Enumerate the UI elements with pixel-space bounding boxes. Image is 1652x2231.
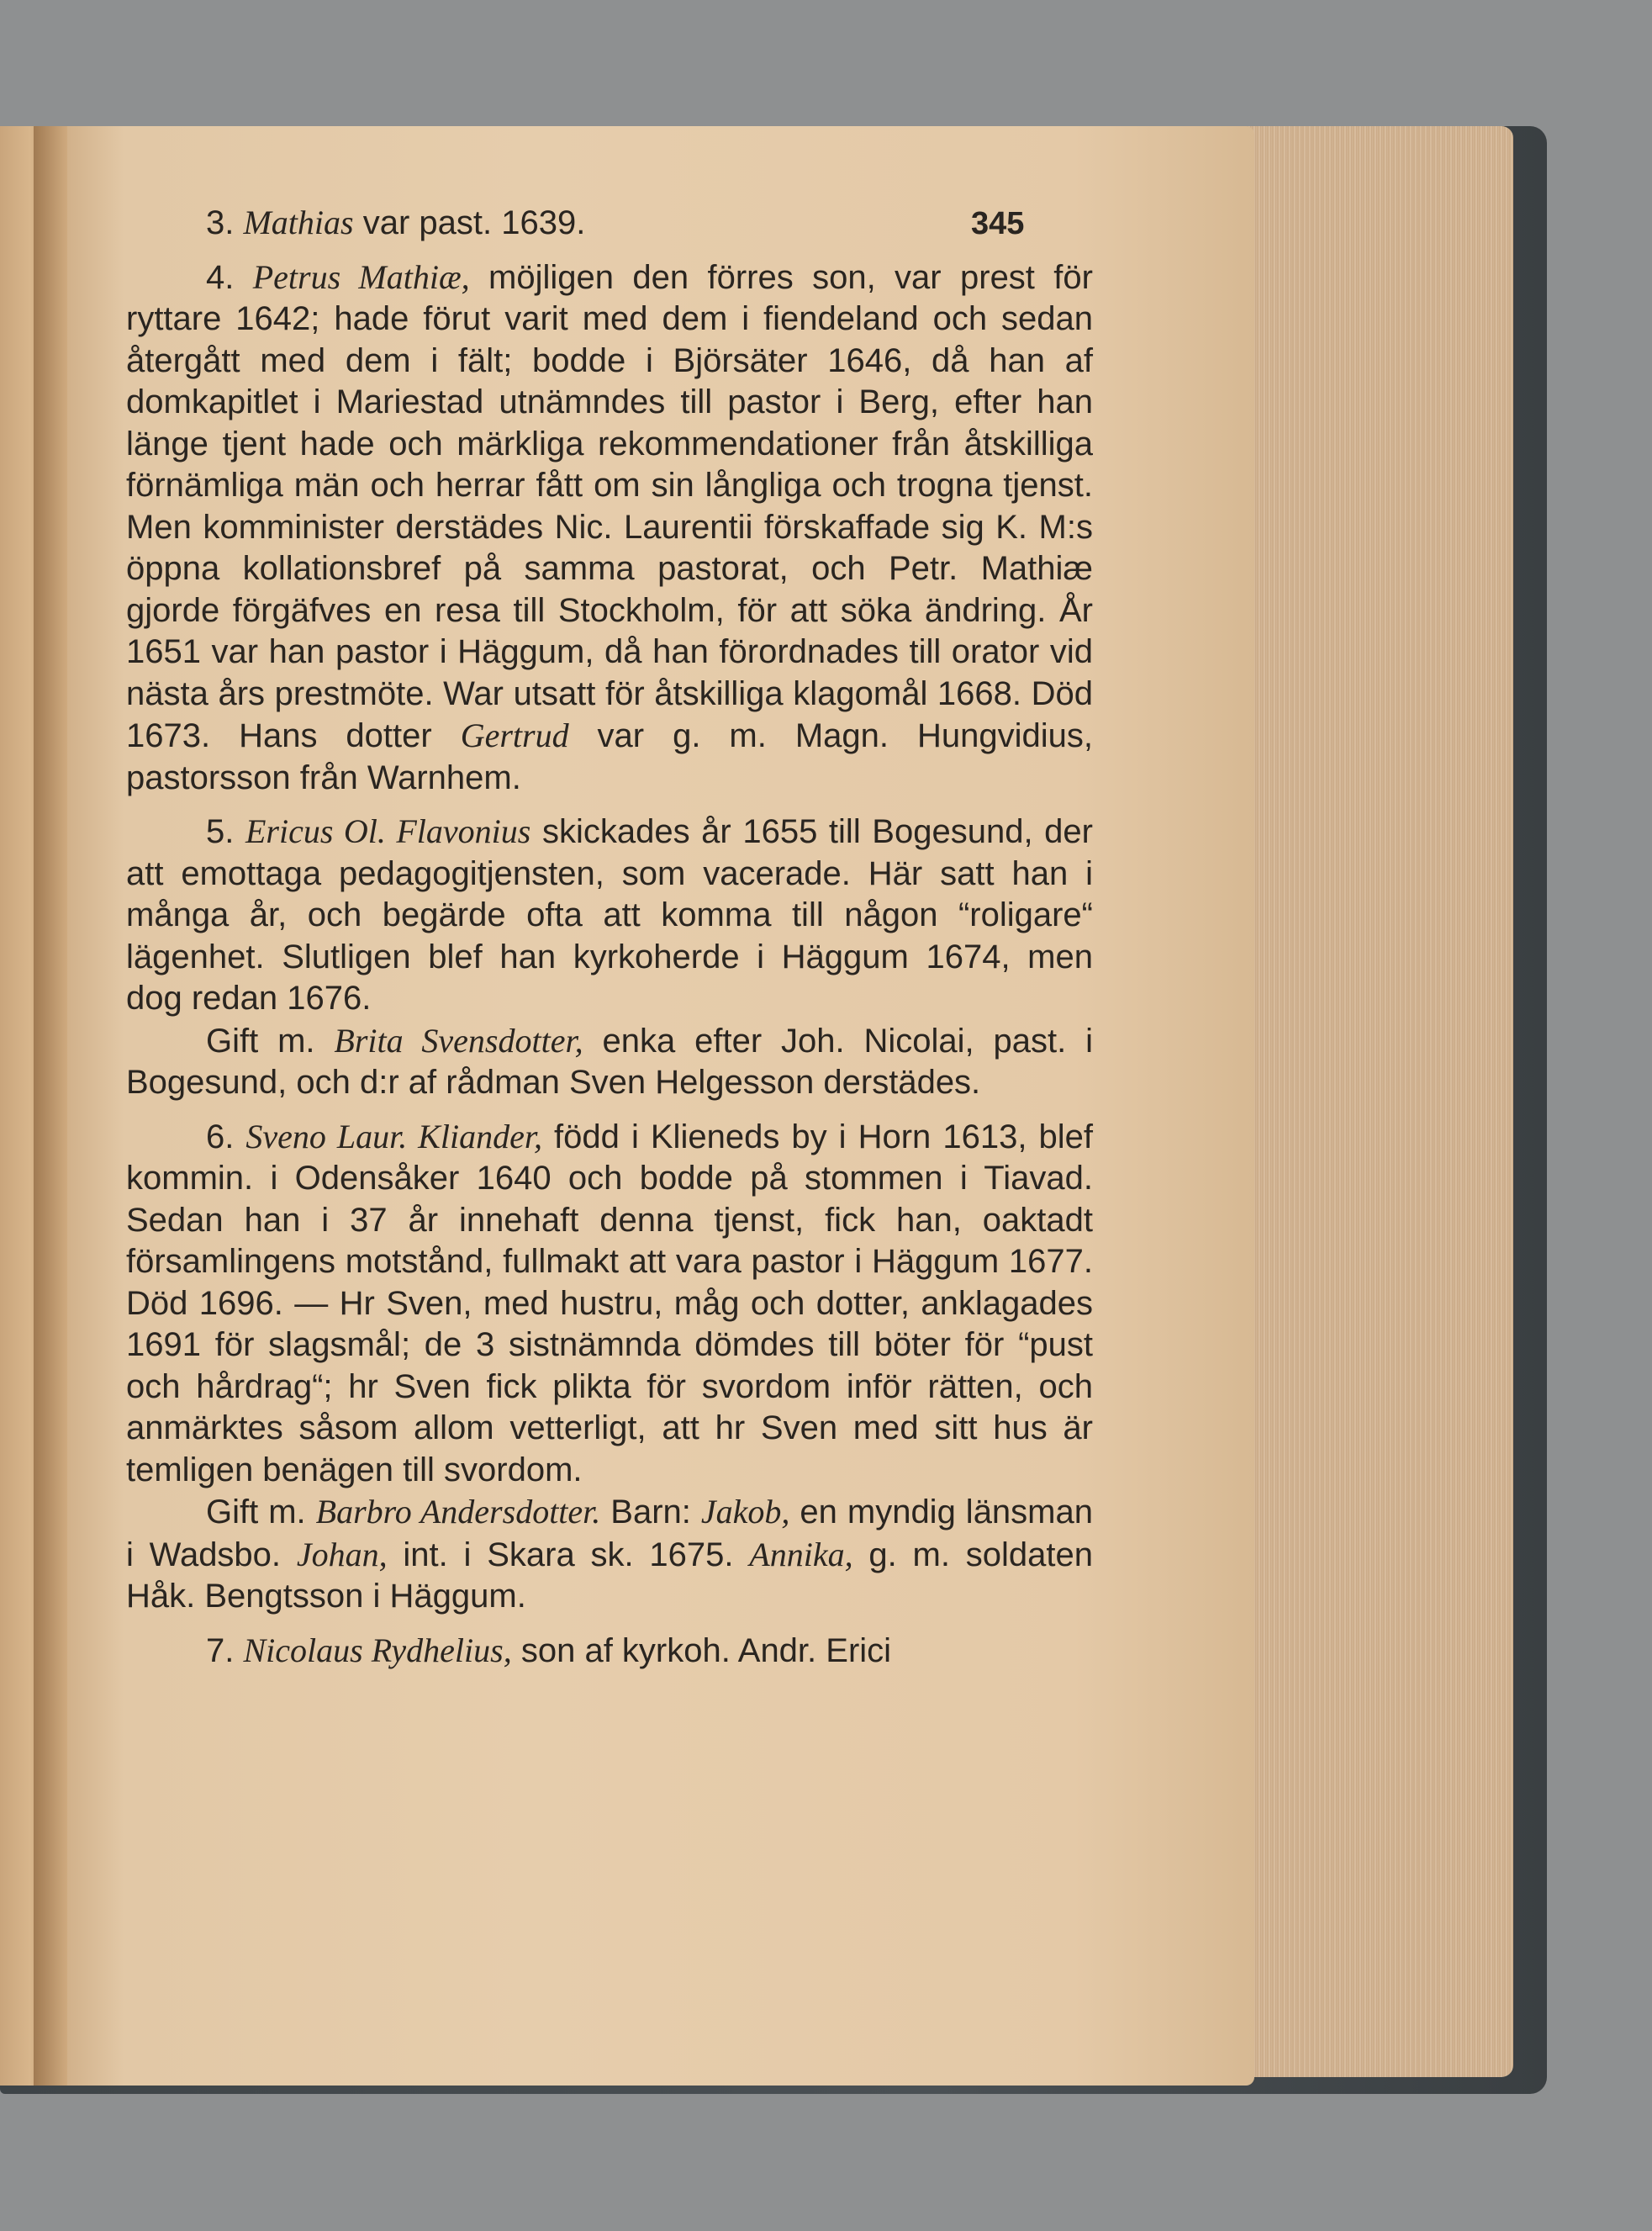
child-text: int. i Skara sk. 1675. — [387, 1536, 750, 1573]
marriage-text: enka efter Joh. Nicolai, past. i Bogesund, och d:r af rådman Sven Helgesson derstädes. — [126, 1022, 1094, 1101]
child-name: Annika, — [749, 1535, 853, 1573]
entry-6 — [126, 1116, 1093, 1492]
entry-text-continued: var g. m. Magn. Hungvidius, pastorsson från Warnhem. — [126, 717, 1093, 796]
child-name: Johan, — [296, 1535, 388, 1573]
entry-7 — [126, 1630, 1093, 1673]
entry-4 — [126, 256, 1093, 800]
entry-text: möjligen den förres son, var prest för ryttare 1642; hade förut varit med dem i fiendeland och sedan återgått med dem i fält; bodde i Björsäter 1646, då han af domkapitlet i Mariestad utnämndes till pastor i Berg, efter han länge tjent hade och märkliga rekommendationer från åtskilliga förnämliga män och herrar fått om sin långliga och trogna tjenst. Men komminister derstädes Nic. Laurentii förskaffade sig K. M:s öppna kollationsbref på samma pastorat, och Petr. Mathiæ gjorde förgäfves en resa till Stockholm, för att söka ändring. År 1651 var han pastor i Häggum, då han förordnades till orator vid nästa års prestmöte. War utsatt för åtskilliga klagomål 1668. Död 1673. Hans dotter — [126, 258, 1093, 754]
daughter-name: Gertrud — [460, 716, 569, 754]
page-number: 345 — [971, 206, 1025, 241]
entry-6-marriage — [126, 1491, 1093, 1618]
child-text: en myndig länsman i Wadsbo. — [126, 1494, 1093, 1573]
entry-number: 7. — [206, 1631, 235, 1669]
entry-text: son af kyrkoh. Andr. Erici — [511, 1631, 892, 1669]
person-name: Sveno Laur. Kliander, — [245, 1117, 542, 1155]
person-name: Mathias — [243, 204, 354, 241]
page-edges — [1236, 126, 1513, 2077]
entry-number: 5. — [206, 813, 235, 850]
person-name: Ericus Ol. Flavonius — [245, 812, 531, 850]
entry-number: 3. — [206, 204, 235, 241]
entry-3 — [126, 202, 1093, 245]
book-gutter — [34, 126, 67, 2086]
entry-number: 6. — [206, 1118, 235, 1155]
wife-name: Barbro Andersdotter. — [315, 1493, 601, 1531]
marriage-prefix: Gift m. — [206, 1494, 316, 1531]
page-text — [126, 202, 1093, 1672]
children-prefix: Barn: — [600, 1494, 701, 1531]
marriage-prefix: Gift m. — [206, 1022, 335, 1060]
wife-name: Brita Svensdotter, — [334, 1021, 583, 1060]
child-name: Jakob, — [700, 1493, 790, 1531]
person-name: Nicolaus Rydhelius, — [243, 1631, 512, 1669]
entry-text: skickades år 1655 till Bogesund, der att emottaga pedagogitjensten, som vacerade. Här satt han i många år, och begärde ofta att komma till någon “roligare“ lägenhet. Slutligen blef han kyrkoherde i Häggum 1674, men dog redan 1676. — [126, 813, 1093, 1017]
entry-text: var past. 1639. — [353, 204, 586, 241]
entry-text: född i Klieneds by i Horn 1613, blef kommin. i Odensåker 1640 och bodde på stommen i Tiavad. Sedan han i 37 år innehaft denna tjenst, fick han, oaktadt församlingens motstånd, fullmakt att vara pastor i Häggum 1677. Död 1696. — Hr Sven, med hustru, måg och dotter, anklagades 1691 för slagsmål; de 3 sistnämnda dömdes till böter för “pust och hårdrag“; hr Sven fick plikta för svordom inför rätten, och anmärktes såsom allom vetterligt, att hr Sven med sitt hus är temligen benägen till svordom. — [126, 1118, 1093, 1488]
child-text: g. m. soldaten Håk. Bengtsson i Häggum. — [126, 1536, 1093, 1615]
entry-5 — [126, 811, 1093, 1020]
person-name: Petrus Mathiæ, — [252, 257, 470, 296]
entry-number: 4. — [206, 258, 235, 296]
entry-5-marriage — [126, 1020, 1093, 1104]
